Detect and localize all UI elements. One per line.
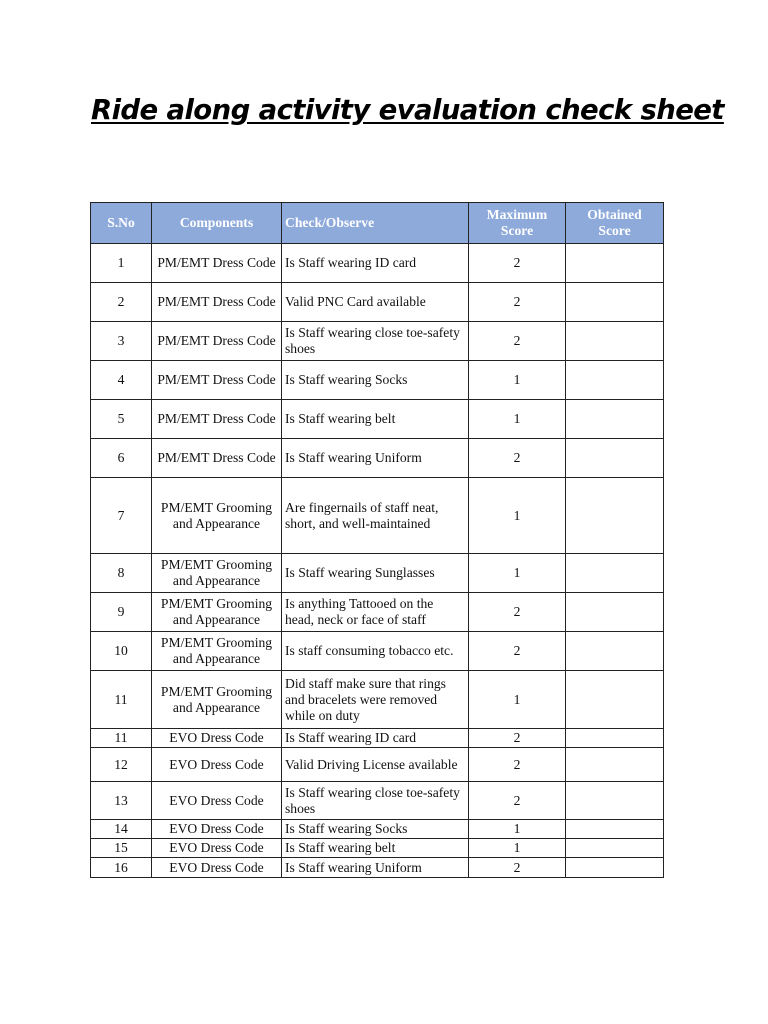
table-row (91, 554, 664, 593)
table-row (91, 858, 664, 878)
cell-obtained-score[interactable] (566, 729, 664, 748)
cell-sno: 12 (91, 748, 152, 782)
cell-component: PM/EMT Grooming and Appearance (152, 478, 282, 554)
cell-max-score: 2 (469, 858, 566, 878)
cell-obtained-score[interactable] (566, 820, 664, 839)
cell-obtained-score[interactable] (566, 632, 664, 671)
cell-sno: 11 (91, 671, 152, 729)
table-row (91, 244, 664, 283)
cell-obtained-score[interactable] (566, 858, 664, 878)
table-row (91, 283, 664, 322)
table-row (91, 400, 664, 439)
cell-check: Is Staff wearing ID card (282, 244, 469, 283)
cell-component: PM/EMT Grooming and Appearance (152, 632, 282, 671)
cell-component: PM/EMT Grooming and Appearance (152, 593, 282, 632)
cell-component: PM/EMT Dress Code (152, 439, 282, 478)
header-row (91, 203, 664, 244)
cell-component: PM/EMT Dress Code (152, 400, 282, 439)
cell-sno: 9 (91, 593, 152, 632)
cell-max-score: 1 (469, 554, 566, 593)
cell-max-score: 1 (469, 671, 566, 729)
cell-check: Is Staff wearing belt (282, 400, 469, 439)
header-maximum-score-line1: Maximum (486, 207, 548, 222)
cell-sno: 2 (91, 283, 152, 322)
cell-component: PM/EMT Dress Code (152, 361, 282, 400)
header-obtained-score-line1: Obtained (587, 207, 642, 222)
cell-max-score: 1 (469, 478, 566, 554)
cell-obtained-score[interactable] (566, 748, 664, 782)
cell-obtained-score[interactable] (566, 593, 664, 632)
table-row (91, 671, 664, 729)
cell-component: PM/EMT Dress Code (152, 283, 282, 322)
table-row (91, 839, 664, 858)
cell-sno: 7 (91, 478, 152, 554)
cell-check: Is Staff wearing close toe-safety shoes (282, 782, 469, 820)
cell-obtained-score[interactable] (566, 671, 664, 729)
cell-obtained-score[interactable] (566, 400, 664, 439)
cell-sno: 14 (91, 820, 152, 839)
cell-sno: 8 (91, 554, 152, 593)
cell-component: EVO Dress Code (152, 858, 282, 878)
evaluation-table (90, 202, 664, 878)
header-obtained-score-line2: Score (598, 223, 631, 238)
table-row (91, 439, 664, 478)
cell-max-score: 2 (469, 632, 566, 671)
cell-component: EVO Dress Code (152, 748, 282, 782)
table-row (91, 322, 664, 361)
cell-max-score: 1 (469, 361, 566, 400)
cell-max-score: 1 (469, 839, 566, 858)
cell-max-score: 1 (469, 820, 566, 839)
table-body (91, 244, 664, 878)
document-title: Ride along activity evaluation check sheet (91, 94, 724, 126)
header-components: Components (152, 203, 282, 244)
cell-component: EVO Dress Code (152, 820, 282, 839)
header-sno: S.No (91, 203, 152, 244)
cell-check: Is staff consuming tobacco etc. (282, 632, 469, 671)
cell-component: EVO Dress Code (152, 782, 282, 820)
cell-obtained-score[interactable] (566, 839, 664, 858)
cell-component: EVO Dress Code (152, 729, 282, 748)
cell-obtained-score[interactable] (566, 478, 664, 554)
table-row (91, 632, 664, 671)
cell-sno: 13 (91, 782, 152, 820)
cell-sno: 10 (91, 632, 152, 671)
cell-obtained-score[interactable] (566, 361, 664, 400)
cell-sno: 4 (91, 361, 152, 400)
cell-check: Is Staff wearing Uniform (282, 858, 469, 878)
cell-max-score: 2 (469, 593, 566, 632)
cell-component: EVO Dress Code (152, 839, 282, 858)
cell-check: Is Staff wearing Sunglasses (282, 554, 469, 593)
cell-obtained-score[interactable] (566, 244, 664, 283)
table-row (91, 782, 664, 820)
table-row (91, 729, 664, 748)
cell-sno: 11 (91, 729, 152, 748)
cell-check: Is Staff wearing Uniform (282, 439, 469, 478)
cell-obtained-score[interactable] (566, 322, 664, 361)
cell-max-score: 2 (469, 439, 566, 478)
table-row (91, 748, 664, 782)
cell-sno: 15 (91, 839, 152, 858)
cell-sno: 6 (91, 439, 152, 478)
cell-component: PM/EMT Dress Code (152, 244, 282, 283)
cell-check: Is anything Tattooed on the head, neck or face of staff (282, 593, 469, 632)
cell-max-score: 2 (469, 782, 566, 820)
cell-check: Is Staff wearing belt (282, 839, 469, 858)
cell-max-score: 2 (469, 322, 566, 361)
cell-max-score: 2 (469, 283, 566, 322)
header-check-observe: Check/Observe (282, 203, 469, 244)
cell-max-score: 2 (469, 729, 566, 748)
cell-obtained-score[interactable] (566, 439, 664, 478)
cell-sno: 3 (91, 322, 152, 361)
cell-obtained-score[interactable] (566, 283, 664, 322)
cell-max-score: 1 (469, 400, 566, 439)
table-row (91, 593, 664, 632)
table-row (91, 361, 664, 400)
cell-component: PM/EMT Grooming and Appearance (152, 671, 282, 729)
cell-sno: 1 (91, 244, 152, 283)
cell-check: Valid Driving License available (282, 748, 469, 782)
cell-component: PM/EMT Dress Code (152, 322, 282, 361)
cell-sno: 16 (91, 858, 152, 878)
cell-max-score: 2 (469, 244, 566, 283)
table-row (91, 478, 664, 554)
cell-check: Valid PNC Card available (282, 283, 469, 322)
cell-component: PM/EMT Grooming and Appearance (152, 554, 282, 593)
cell-check: Is Staff wearing ID card (282, 729, 469, 748)
header-obtained-score (566, 203, 664, 244)
table-header (91, 203, 664, 244)
cell-check: Is Staff wearing Socks (282, 361, 469, 400)
cell-max-score: 2 (469, 748, 566, 782)
cell-check: Is Staff wearing close toe-safety shoes (282, 322, 469, 361)
cell-check: Are fingernails of staff neat, short, and well-maintained (282, 478, 469, 554)
table-row (91, 820, 664, 839)
header-maximum-score (469, 203, 566, 244)
cell-obtained-score[interactable] (566, 554, 664, 593)
cell-check: Did staff make sure that rings and bracelets were removed while on duty (282, 671, 469, 729)
cell-check: Is Staff wearing Socks (282, 820, 469, 839)
cell-sno: 5 (91, 400, 152, 439)
cell-obtained-score[interactable] (566, 782, 664, 820)
header-maximum-score-line2: Score (500, 223, 534, 238)
